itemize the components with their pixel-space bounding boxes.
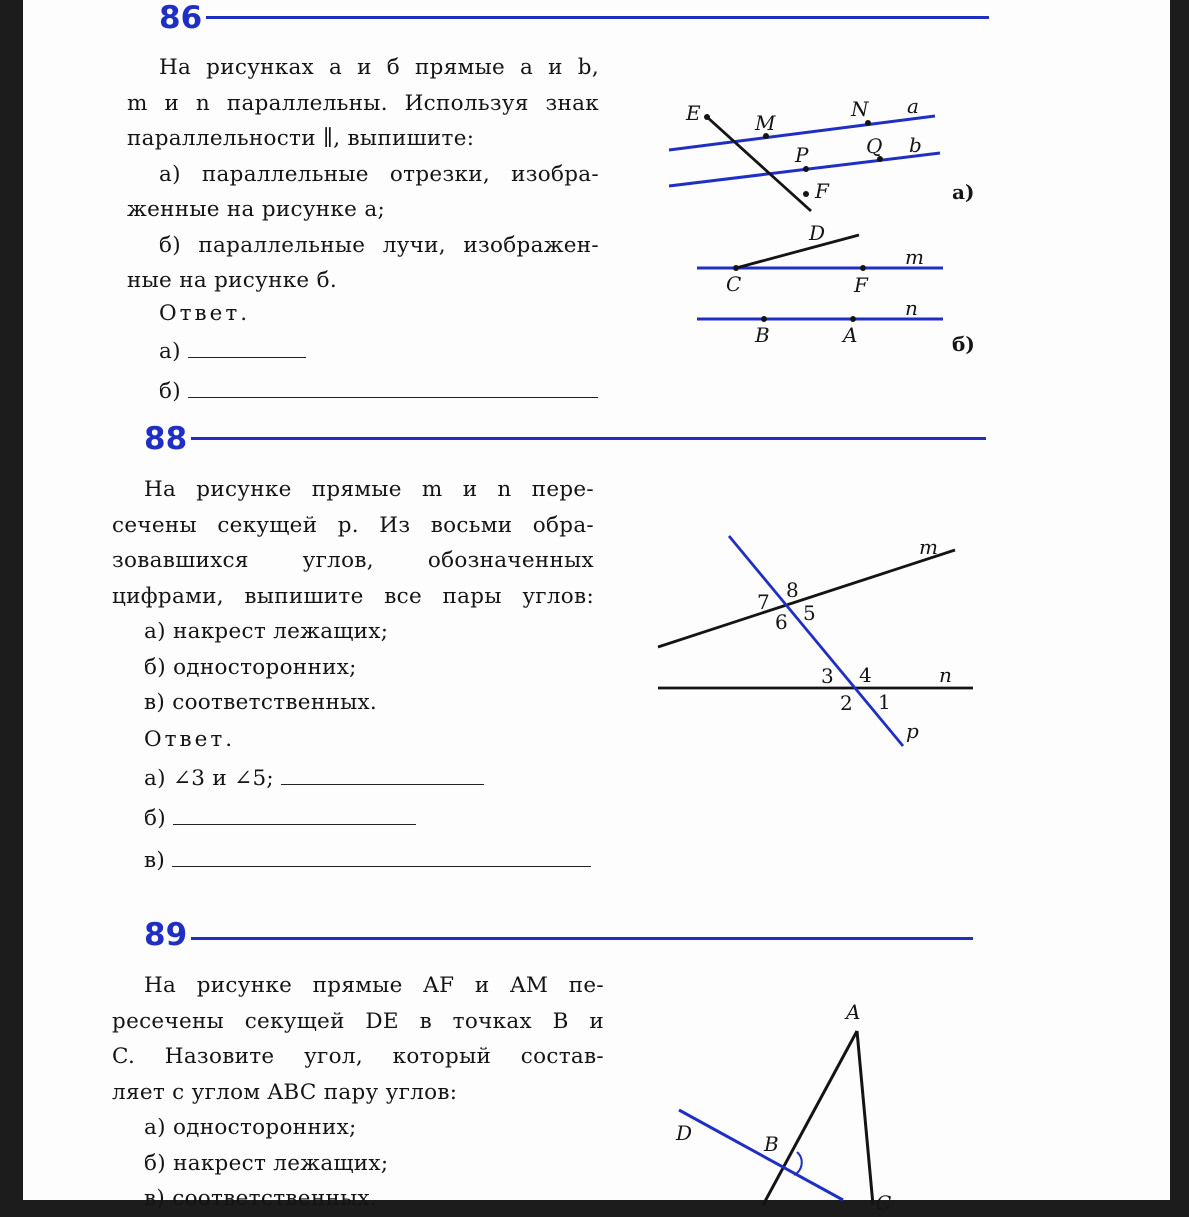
point-A [850,316,856,322]
answer-c-row [144,843,591,879]
problem-89-number: 89 [144,917,188,953]
label-A: A [846,1000,861,1024]
caption-a: а) [952,180,975,204]
figure-88 [643,520,983,760]
problem-88-text [112,472,594,721]
label-n: n [905,296,918,320]
answer-b-blank[interactable] [173,802,416,825]
label-Q: Q [866,134,883,158]
angle-3: 3 [821,664,834,688]
text-line: ляет с углом ABC пару углов: [112,1079,458,1105]
label-F: F [815,179,829,203]
text-line: сечены секущей p. Из восьми обра- [112,512,594,538]
label-F2: F [854,273,868,297]
text-line: параллельности ∥, выпишите: [127,126,475,151]
line-AF [763,1031,857,1205]
figure-86 [643,80,1003,380]
answer-b-label: б) [144,806,166,831]
line-p [729,536,903,746]
text-line: зовавшихся углов, обозначенных [112,548,594,573]
problem-86-number: 86 [159,0,203,36]
line-DE [679,1110,843,1200]
answer-a-label: а) [159,339,181,364]
label-p: p [906,719,919,743]
angle-4: 4 [859,663,872,687]
answer-c-blank[interactable] [172,844,591,867]
answer-b-blank[interactable] [188,375,598,398]
answer-b-row [159,374,598,410]
label-n: n [939,663,952,687]
point-B [761,316,767,322]
text-line: C. Назовите угол, который состав- [112,1044,604,1069]
caption-b: б) [952,332,975,356]
text-line: а) параллельные отрезки, изобра- [159,161,599,187]
label-D: D [809,221,826,245]
problem-88-rule [191,437,986,440]
point-E [704,114,710,120]
label-E: E [686,101,701,125]
answer-label: Ответ. [144,727,236,752]
label-B: B [755,323,770,347]
text-line: ресечены секущей DE в точках B и [112,1008,604,1034]
text-line: в) соответственных. [144,1186,378,1211]
answer-a-blank[interactable] [281,762,484,785]
label-N: N [851,97,869,121]
problem-89-text [112,968,604,1217]
line-AM [857,1031,873,1205]
label-b: b [909,133,922,157]
answer-b-label: б) [159,379,181,404]
point-C [733,265,739,271]
problem-86-text [127,50,599,299]
label-C: C [876,1191,892,1215]
answer-label: Ответ. [159,301,251,326]
problem-89-rule [191,937,973,940]
text-line: а) односторонних; [144,1115,357,1140]
text-line: б) накрест лежащих; [144,1150,389,1176]
textbook-page [23,0,1170,1215]
angle-2: 2 [840,691,853,715]
text-line: женные на рисунке a; [127,197,385,222]
label-B: B [764,1132,779,1156]
text-line: б) параллельные лучи, изображен- [159,232,599,258]
text-line: ные на рисунке б. [127,268,337,293]
angle-7: 7 [757,590,770,614]
text-line: в) соответственных. [144,690,378,715]
point-F2 [860,265,866,271]
problem-86-rule [206,16,989,19]
text-line: а) накрест лежащих; [144,619,389,644]
figure-89 [653,995,983,1215]
answer-c-label: в) [144,848,166,873]
label-a: a [907,94,919,118]
label-m: m [919,535,938,559]
text-line: На рисунках a и б прямые a и b, [159,55,599,80]
angle-6: 6 [775,610,788,634]
angle-5: 5 [803,601,816,625]
problem-88-number: 88 [144,421,188,457]
text-line: m и n параллельны. Используя знак [127,90,599,116]
ray-CD [736,235,859,268]
point-F [803,191,809,197]
label-C: C [726,272,742,296]
text-line: цифрами, выпишите все пары углов: [112,583,594,609]
answer-b-row [144,801,416,837]
label-D: D [676,1121,693,1145]
label-P: P [795,143,809,167]
angle-1: 1 [878,690,891,714]
label-A: A [843,323,858,347]
line-m [658,550,955,647]
angle-arc-ABC [794,1152,802,1175]
answer-a-blank[interactable] [188,335,306,358]
text-line: На рисунке прямые m и n пере- [144,477,594,502]
answer-a-row [144,761,484,797]
label-m: m [905,245,924,269]
text-line: На рисунке прямые AF и AM пе- [144,973,604,998]
answer-a-label: а) ∠3 и ∠5; [144,766,274,791]
answer-a-row [159,334,306,370]
label-M: M [755,111,776,135]
text-line: б) односторонних; [144,654,357,680]
angle-8: 8 [786,578,799,602]
